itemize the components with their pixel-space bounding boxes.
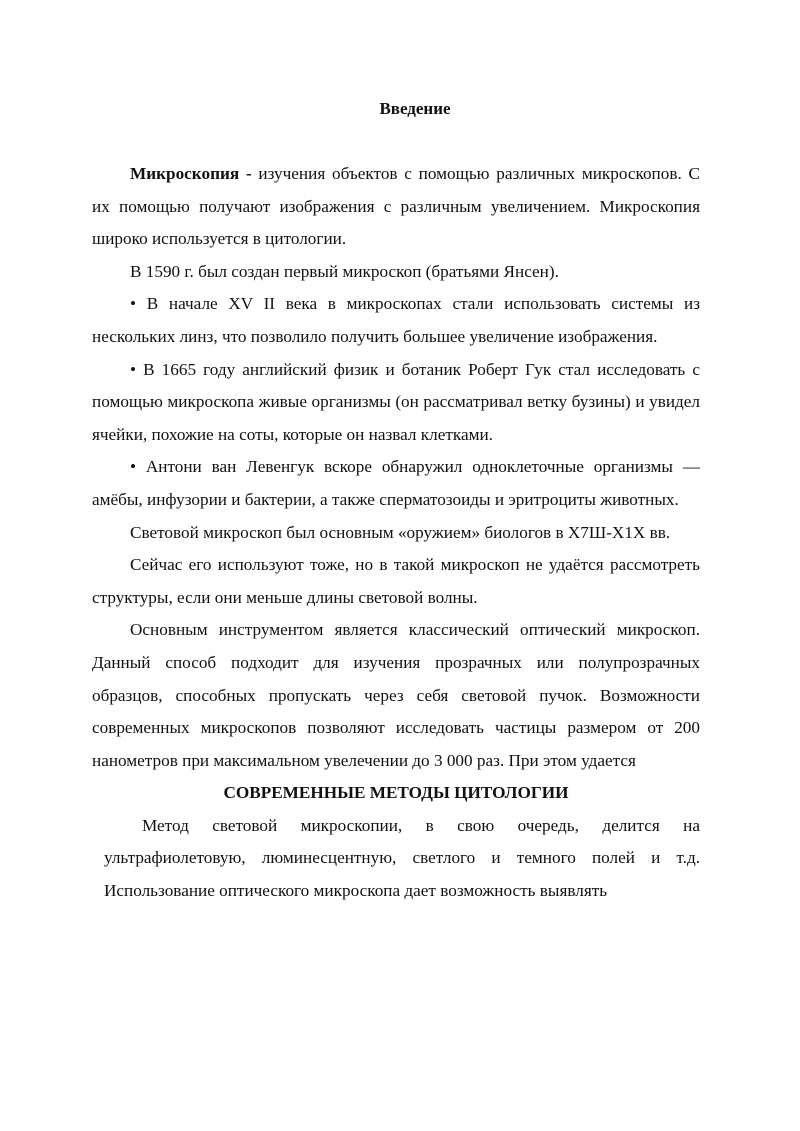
paragraph-methods: Метод световой микроскопии, в свою очередь, делится на ультрафиолетовую, люминесцентную, светлого и темного полей и т.д. Использование оптического микроскопа дает возможность выявлять xyxy=(104,815,700,901)
bullet-17th-century: • В начале XV II века в микроскопах стали использовать системы из нескольких линз, что позволило получить большее увеличение изображения. xyxy=(92,294,700,346)
section-title: СОВРЕМЕННЫЕ МЕТОДЫ ЦИТОЛОГИИ xyxy=(223,783,569,803)
document-body xyxy=(92,158,700,908)
paragraph-first-microscope: В 1590 г. был создан первый микроскоп (братьями Янсен). xyxy=(130,261,559,281)
paragraph-main-instrument: Основным инструментом является классический оптический микроскоп. Данный способ подходит для изучения прозрачных или полупрозрачных образцов, способных пропускать через себя световой пучок. Возможности современных микроскопов позволяют исследовать частицы размером от 200 нанометров при максимальном увелечении до 3 000 раз. При этом удается xyxy=(92,620,700,770)
bullet-leeuwenhoek: • Антони ван Левенгук вскоре обнаружил одноклеточные организмы — амёбы, инфузории и бактерии, а также сперматозоиды и эритроциты животных. xyxy=(92,457,700,509)
paragraph-limitations: Сейчас его используют тоже, но в такой микроскоп не удаётся рассмотреть структуры, если они меньше длины световой волны. xyxy=(92,555,700,607)
paragraph-definition xyxy=(92,158,700,256)
page-heading: Введение xyxy=(379,99,451,118)
bullet-hooke: • В 1665 году английский физик и ботаник Роберт Гук стал исследовать с помощью микроскопа живые организмы (он рассматривал ветку бузины) и увидел ячейки, похожие на соты, которые он назвал клетками. xyxy=(92,359,700,444)
paragraph-light-microscope: Световой микроскоп был основным «оружием» биологов в X7Ш-X1X вв. xyxy=(130,522,671,542)
definition-text: изучения объектов с помощью различных микроскопов. С их помощью получают изображения с различным увеличением. Микроскопия широко используется в цитологии. xyxy=(92,164,700,249)
term-microscopy: Микроскопия - xyxy=(130,164,252,183)
